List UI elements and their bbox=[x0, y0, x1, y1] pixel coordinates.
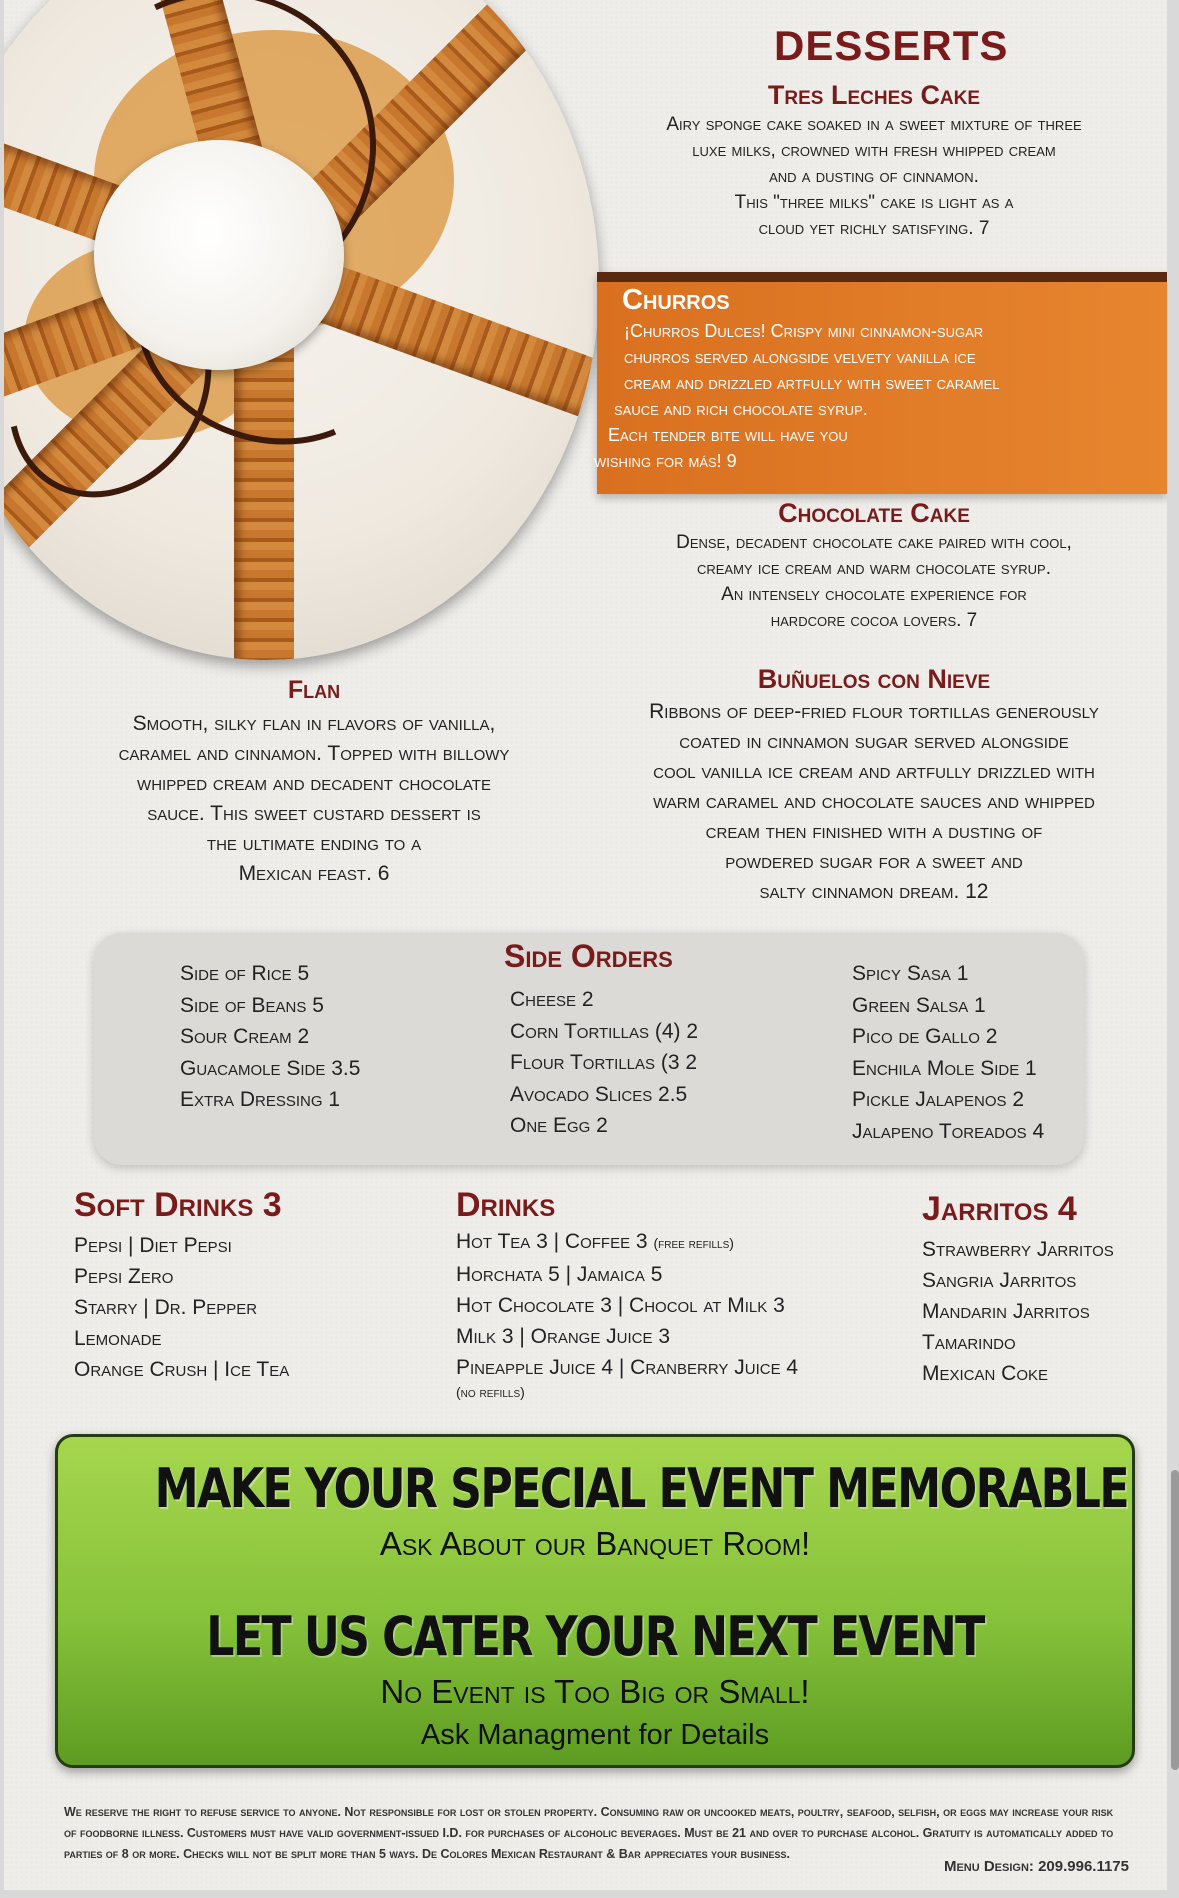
list-item: Extra Dressing 1 bbox=[180, 1088, 341, 1111]
list-item: Enchila Mole Side 1 bbox=[852, 1056, 1037, 1080]
list-item: Strawberry Jarritos bbox=[922, 1238, 1114, 1261]
list-item: Cheese 2 bbox=[510, 988, 594, 1011]
side-orders-column-1 bbox=[180, 958, 360, 1116]
event-subtitle-1: Ask About our Banquet Room! bbox=[379, 1525, 811, 1562]
list-item: Pickle Jalapenos 2 bbox=[852, 1088, 1025, 1111]
chocolate-cake-title: Chocolate Cake bbox=[778, 498, 970, 528]
list-item: Avocado Slices 2.5 bbox=[510, 1082, 688, 1106]
list-item: Side of Rice 5 bbox=[180, 962, 310, 985]
list-item: (no refills) bbox=[456, 1384, 525, 1400]
churros-plate-image bbox=[4, 0, 599, 660]
bunuelos-title: Buñuelos con Nieve bbox=[757, 664, 991, 694]
soft-drinks-list bbox=[74, 1230, 289, 1385]
list-item: Milk 3 | Orange Juice 3 bbox=[456, 1325, 671, 1348]
menu-design-credit: Menu Design: 209.996.1175 bbox=[943, 1858, 1129, 1875]
list-item: Guacamole Side 3.5 bbox=[180, 1056, 361, 1080]
list-item: Green Salsa 1 bbox=[852, 993, 986, 1017]
list-item: Horchata 5 | Jamaica 5 bbox=[456, 1263, 663, 1286]
list-item: Lemonade bbox=[74, 1327, 162, 1350]
side-orders-column-3 bbox=[852, 958, 1044, 1147]
list-item: Pico de Gallo 2 bbox=[852, 1025, 998, 1048]
bunuelos-description: Ribbons of deep-fried flour tortillas generously coated in cinnamon sugar served alongside cool vanilla ice cream and artfully drizzled with warm caramel and chocolate sauces and whipped cream then finished with a dusting of powdered sugar for a sweet and salty cinnamon dream. 12 bbox=[649, 700, 1099, 903]
flan-title: Flan bbox=[287, 676, 341, 704]
event-subtitle-2: No Event is Too Big or Small! bbox=[380, 1673, 810, 1710]
side-orders-title: Side Orders bbox=[504, 938, 673, 974]
flan-description: Smooth, silky flan in flavors of vanilla, caramel and cinnamon. Topped with billowy whipped cream and decadent chocolate sauce. This sweet custard dessert is the ultimate ending to a Mexican feast. 6 bbox=[118, 712, 510, 885]
list-item: Jalapeno Toreados 4 bbox=[852, 1119, 1045, 1143]
event-details: Ask Managment for Details bbox=[420, 1719, 770, 1751]
jarritos-title: Jarritos 4 bbox=[922, 1190, 1077, 1228]
list-item: Pepsi | Diet Pepsi bbox=[74, 1234, 232, 1257]
list-item: Orange Crush | Ice Tea bbox=[74, 1358, 290, 1381]
drinks-title: Drinks bbox=[456, 1186, 556, 1224]
list-item: Pepsi Zero bbox=[74, 1265, 174, 1288]
list-item: Mexican Coke bbox=[922, 1362, 1049, 1385]
event-headline-1: MAKE YOUR SPECIAL EVENT MEMORABLE bbox=[154, 1457, 1128, 1520]
side-orders-column-2 bbox=[510, 984, 698, 1142]
list-item: Hot Tea 3 | Coffee 3 (free refills) bbox=[456, 1230, 734, 1253]
churros-title: Churros bbox=[622, 284, 730, 316]
menu-page bbox=[4, 0, 1167, 1890]
tres-leches-description: Airy sponge cake soaked in a sweet mixture of three luxe milks, crowned with fresh whipped cream and a dusting of cinnamon. This "three milks" cake is light as a cloud yet richly satisfying. 7 bbox=[666, 114, 1082, 239]
list-item: Hot Chocolate 3 | Chocol at Milk 3 bbox=[456, 1294, 785, 1317]
footer-disclaimer: We reserve the right to refuse service to anyone. Not responsible for lost or stolen property. Consuming raw or uncooked meats, poultry, seafood, selfish, or eggs may increase your risk of foodborne illness. Customers must have valid government-issued I.D. for purchases of alcoholic beverages. Must be 21 and over to purchase alcohol. Gratuity is automatically added to parties of 8 or more. Checks will not be split more than 5 ways. De Colores Mexican Restaurant & Bar appreciates your business. bbox=[64, 1805, 1114, 1861]
tres-leches-title: Tres Leches Cake bbox=[767, 80, 981, 110]
event-headline-2: LET US CATER YOUR NEXT EVENT bbox=[206, 1605, 984, 1668]
list-item: Tamarindo bbox=[922, 1331, 1016, 1354]
list-item: Corn Tortillas (4) 2 bbox=[510, 1019, 699, 1043]
list-item: Pineapple Juice 4 | Cranberry Juice 4 bbox=[456, 1356, 799, 1379]
desserts-title: DESSERTS bbox=[774, 22, 1009, 69]
list-item: Starry | Dr. Pepper bbox=[74, 1296, 258, 1319]
events-banner bbox=[55, 1434, 1135, 1768]
list-item: Sour Cream 2 bbox=[180, 1025, 310, 1048]
list-item: Side of Beans 5 bbox=[180, 993, 324, 1017]
churros-description: ¡Churros Dulces! Crispy mini cinnamon-sugar churros served alongside velvety vanilla ice cream and drizzled artfully with sweet caramel sauce and rich chocolate syrup. Each tender bite will have you wishing for más! 9 bbox=[594, 321, 1000, 471]
drinks-list bbox=[456, 1226, 798, 1401]
scrollbar[interactable] bbox=[1171, 1470, 1179, 1770]
list-item: One Egg 2 bbox=[510, 1114, 608, 1137]
list-item: Sangria Jarritos bbox=[922, 1269, 1077, 1292]
list-item: Flour Tortillas (3 2 bbox=[510, 1051, 698, 1074]
chocolate-cake-description: Dense, decadent chocolate cake paired with cool, creamy ice cream and warm chocolate syrup. An intensely chocolate experience for hardcore cocoa lovers. 7 bbox=[676, 532, 1072, 631]
list-item: Spicy Sasa 1 bbox=[852, 962, 969, 985]
jarritos-list bbox=[922, 1234, 1114, 1389]
soft-drinks-title: Soft Drinks 3 bbox=[74, 1186, 282, 1224]
list-item: Mandarin Jarritos bbox=[922, 1300, 1090, 1323]
